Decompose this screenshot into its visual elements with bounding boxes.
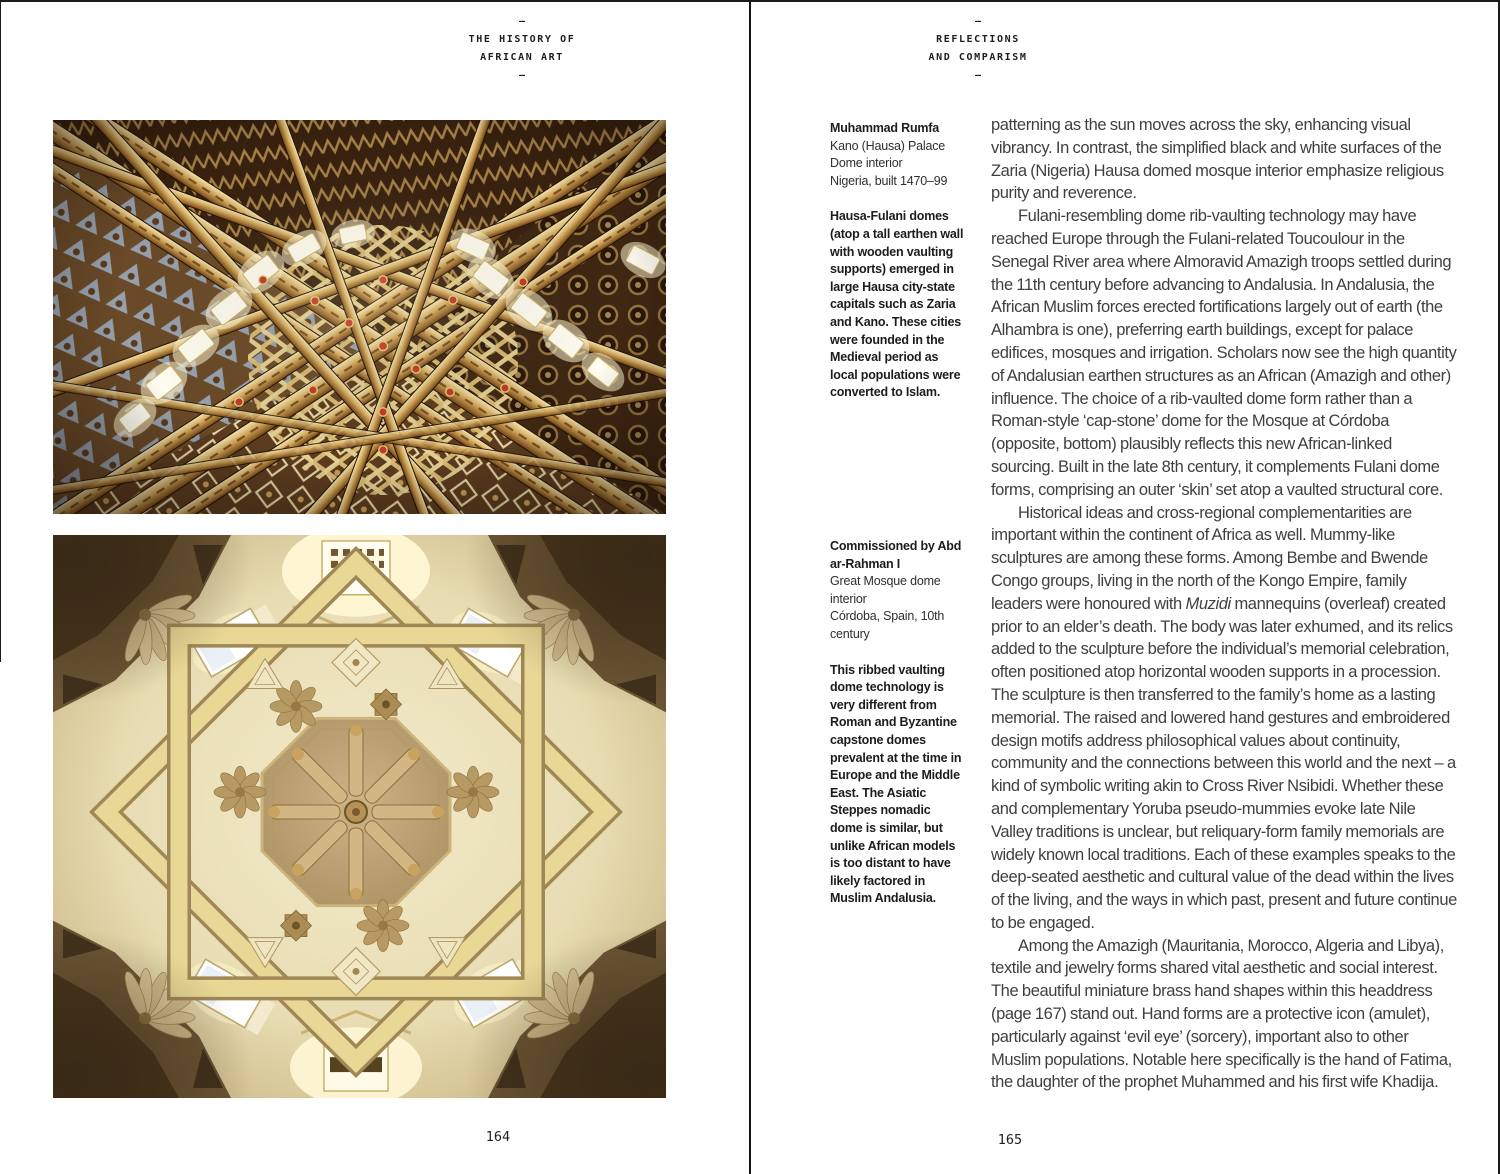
caption-credit-lines <box>830 573 966 643</box>
running-head-rule: – <box>518 70 526 81</box>
body-paragraph: Fulani-resembling dome rib-vaulting technology may have reached Europe through the Fulani-related Toucoulour in the Senegal River area where Almoravid Amazigh troops settled during the 11th century before advancing to Andalusia. In Andalusia, the African Muslim forces erected fortifications largely out of earth (the Alhambra is one), preferring earth buildings, except for palace edifices, mosques and irrigation. Scholars now see the high quantity of Andalusian earthen structures as an African (Amazigh and other) influence. The choice of a rib-vaulted dome form rather than a Roman-style ‘cap-stone’ dome for the Mosque at Córdoba (opposite, bottom) plausibly reflects this new African-linked sourcing. Built in the late 8th century, it complements Fulani dome forms, comprising an outer ‘skin’ set atop a vaulted structural core. <box>991 207 1457 499</box>
caption-line: interior <box>830 591 867 606</box>
caption-line: Córdoba, Spain, 10th <box>830 609 945 624</box>
body-text-column <box>991 114 1458 1120</box>
body-paragraph: patterning as the sun moves across the sky, enhancing visual vibrancy. In contrast, the simplified black and white surfaces of the Zaria (Nigeria) Hausa domed mosque interior emphasize religious purity and reverence. <box>991 116 1444 203</box>
caption-line: Dome interior <box>830 156 903 171</box>
chapter-title-line2: AND COMPARISM <box>928 52 1028 63</box>
chapter-title-line1: REFLECTIONS <box>936 34 1020 45</box>
left-running-head <box>372 13 672 85</box>
caption-kano <box>830 120 966 402</box>
cordoba-dome-photo <box>53 535 666 1098</box>
page-number-left: 164 <box>485 1129 511 1145</box>
running-head-rule: – <box>518 16 526 27</box>
kano-dome-photo <box>53 120 666 514</box>
book-title-line2: AFRICAN ART <box>480 52 564 63</box>
caption-title: Muhammad Rumfa <box>830 121 940 135</box>
caption-line: Nigeria, built 1470–99 <box>830 173 948 188</box>
book-title-line1: THE HISTORY OF <box>468 34 576 45</box>
caption-credit-lines <box>830 138 966 191</box>
body-paragraph: Historical ideas and cross-regional complementarities are important within the continent of Africa as well. Mummy-like sculptures are among these forms. Among Bembe and Bwende Congo groups, living in the north of the Kongo Empire, family leaders were honoured with Muzidi mannequins (overleaf) created prior to an elder’s death. The body was later exhumed, and its relics added to the sculpture before the individual’s memorial celebration, often positioned atop horizontal wooden supports in a procession. The sculpture is then transferred to the family’s home as a lasting memorial. The raised and lowered hand gestures and embroidered design motifs address philosophical values about continuity, community and the connections between this world and the next – a kind of symbolic writing akin to Cross River Nsibidi. Whether these and complementary Yoruba pseudo-mummies evoke late Nile Valley traditions is unclear, but reliquary-form family memorials are widely known local traditions. Each of these examples speaks to the deep-seated aesthetic and cultural value of the dead within the lives of the living, and the ways in which past, present and future continue to be engaged. <box>991 503 1457 932</box>
running-head-rule: – <box>974 16 982 27</box>
caption-line: century <box>830 626 870 641</box>
page-gutter-divider <box>749 0 751 1174</box>
caption-line: Kano (Hausa) Palace <box>830 138 946 153</box>
caption-note: This ribbed vaulting dome technology is very different from Roman and Byzantine capstone domes prevalent at the time in Europe and the Middle East. The Asiatic Steppes nomadic dome is similar, but unlike African models is too distant to have likely factored in Muslim Andalusia. <box>830 662 962 906</box>
caption-line: Great Mosque dome <box>830 574 941 589</box>
running-head-rule: – <box>974 70 982 81</box>
scan-border-left <box>0 2 1 662</box>
caption-cordoba <box>830 538 966 908</box>
caption-title: Commissioned by Abd ar-Rahman I <box>830 539 962 571</box>
caption-note: Hausa-Fulani domes (atop a tall earthen wall with wooden vaulting supports) emerged in large Hausa city-state capitals such as Zaria and Kano. These cities were founded in the Medieval period as local populations were converted to Islam. <box>830 209 964 400</box>
page-number-right: 165 <box>997 1132 1023 1148</box>
right-running-head <box>828 13 1128 85</box>
body-paragraph: Among the Amazigh (Mauritania, Morocco, Algeria and Libya), textile and jewelry forms shared vital aesthetic and social interest. The beautiful miniature brass hand shapes within this headdress (page 167) stand out. Hand forms are a protective icon (amulet), particularly against ‘evil eye’ (sorcery), important also to other Muslim populations. Notable here specifically is the hand of Fatima, the daughter of the prophet Muhammed and his first wife Khadija. <box>991 936 1452 1092</box>
